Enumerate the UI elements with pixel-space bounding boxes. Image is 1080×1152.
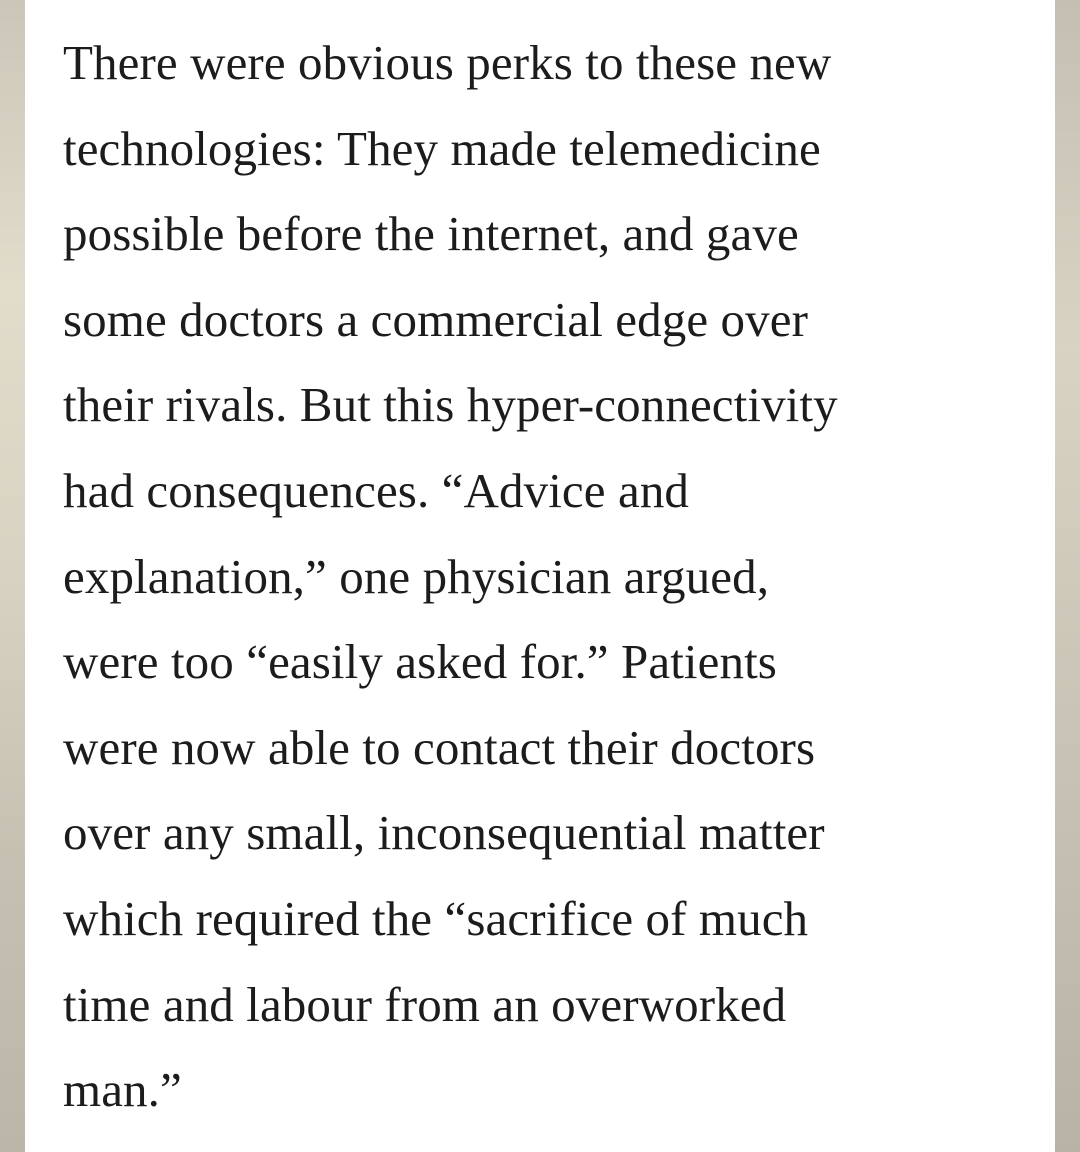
paragraph-line-8: were too “easily asked for.” Patients — [63, 634, 777, 690]
paragraph-line-10: over any small, inconsequential matter — [63, 805, 825, 861]
paragraph-line-1: There were obvious perks to these new — [63, 35, 832, 90]
paragraph-line-7: explanation,” one physician argued, — [63, 548, 770, 604]
paragraph-line-9: were now able to contact their doctors — [63, 719, 816, 775]
paragraph-line-2: technologies: They made telemedicine — [63, 120, 821, 176]
paragraph-line-5: their rivals. But this hyper-connectivity — [63, 377, 838, 433]
paragraph-line-12: time and labour from an overworked — [63, 976, 787, 1032]
paragraph-line-11: which required the “sacrifice of much — [63, 890, 809, 946]
paragraph-line-6: had consequences. “Advice and — [63, 462, 690, 518]
background-right-edge — [1055, 0, 1080, 1152]
paragraph-line-4: some doctors a commercial edge over — [63, 291, 809, 347]
background-left-edge — [0, 0, 25, 1152]
paragraph-line-3: possible before the internet, and gave — [63, 206, 799, 262]
article-page — [25, 0, 1055, 1152]
article-paragraph — [63, 20, 1023, 1133]
paragraph-line-13: man.” — [63, 1062, 182, 1118]
